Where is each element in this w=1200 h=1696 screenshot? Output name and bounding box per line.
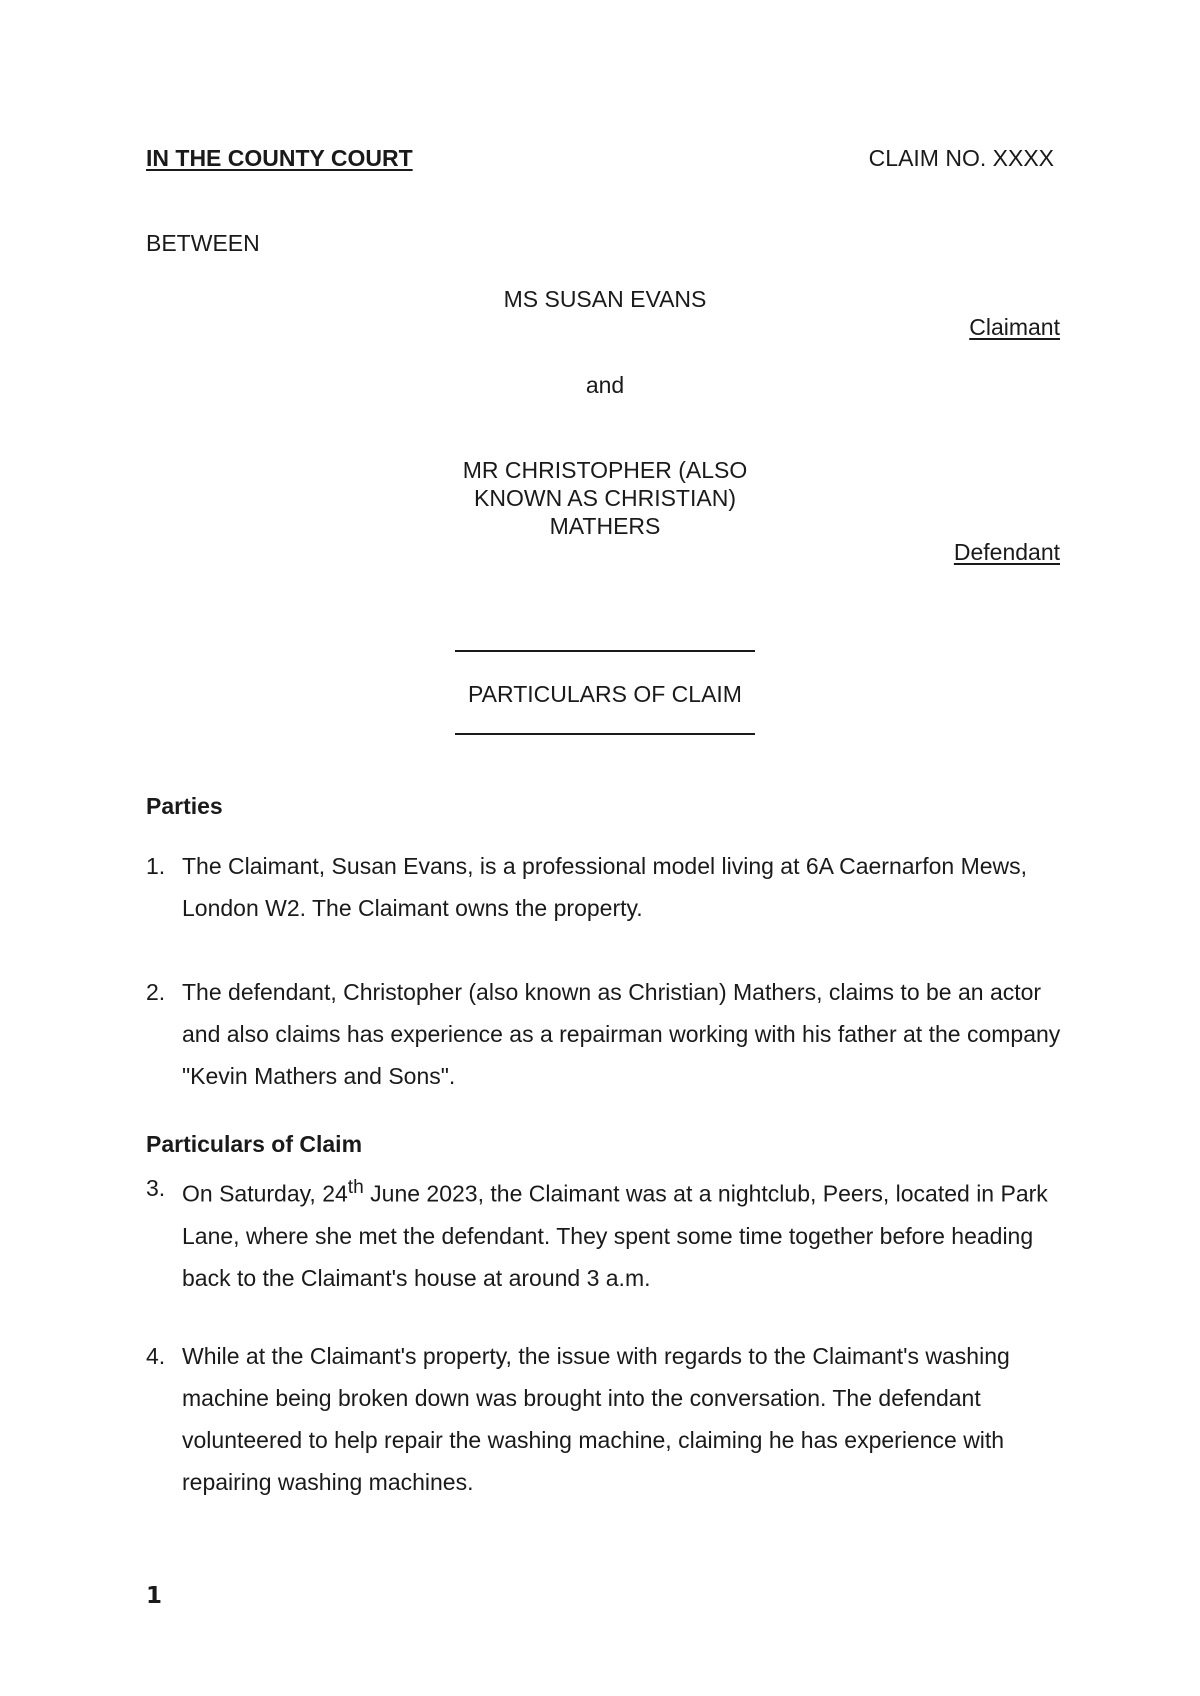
page-number: 1 (146, 1583, 163, 1609)
paragraph-number: 4. (146, 1343, 166, 1369)
document-title: PARTICULARS OF CLAIM (468, 681, 742, 707)
defendant-role-label: Defendant (953, 539, 1060, 565)
court-title: IN THE COUNTY COURT (146, 145, 413, 171)
claimant-role-label: Claimant (969, 314, 1060, 340)
paragraph-text-part: On Saturday, 24 (182, 1180, 348, 1207)
title-rule-top (455, 650, 755, 652)
claimant-name: MS SUSAN EVANS (503, 286, 707, 312)
paragraph-3 (146, 1167, 1066, 1299)
ordinal-suffix: th (347, 1177, 364, 1198)
title-rule-bottom (455, 733, 755, 735)
defendant-name-line: MR CHRISTOPHER (ALSO (462, 457, 748, 483)
paragraph-text-part: June 2023, the Claimant was at a nightclub, Peers, located in Park Lane, where she met the defendant. They spent some time together before heading back to the Claimant's house at around 3 a.m. (182, 1180, 1048, 1291)
paragraph-text (182, 1167, 1066, 1299)
section-heading-parties: Parties (146, 793, 223, 819)
paragraph-2 (146, 971, 1066, 1097)
paragraph-number: 3. (146, 1175, 166, 1201)
claim-number: CLAIM NO. XXXX (868, 145, 1054, 171)
paragraph-number: 2. (146, 979, 166, 1005)
section-heading-particulars: Particulars of Claim (146, 1131, 363, 1157)
paragraph-4 (146, 1335, 1066, 1503)
defendant-name (400, 456, 810, 540)
paragraph-text: The Claimant, Susan Evans, is a professional model living at 6A Caernarfon Mews, London W2. The Claimant owns the property. (182, 853, 1028, 921)
between-label: BETWEEN (146, 230, 260, 256)
paragraph-number: 1. (146, 853, 166, 879)
paragraph-1 (146, 845, 1066, 929)
and-label: and (585, 372, 625, 398)
defendant-name-line: KNOWN AS CHRISTIAN) (474, 485, 736, 511)
paragraph-text: The defendant, Christopher (also known as Christian) Mathers, claims to be an actor and also claims has experience as a repairman working with his father at the company "Kevin Mathers and Sons". (182, 979, 1061, 1089)
paragraph-text: While at the Claimant's property, the issue with regards to the Claimant's washing machine being broken down was brought into the conversation. The defendant volunteered to help repair the washing machine, claiming he has experience with repairing washing machines. (182, 1343, 1010, 1495)
defendant-name-line: MATHERS (549, 513, 661, 539)
